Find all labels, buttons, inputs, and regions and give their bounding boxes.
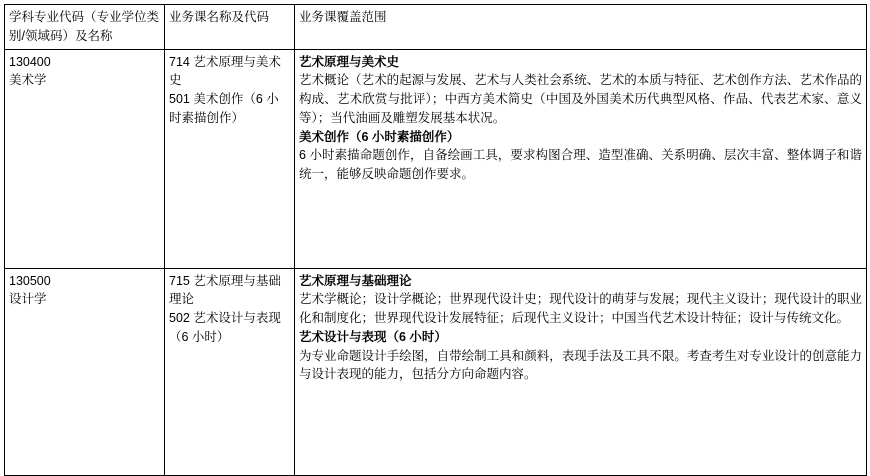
course-item: 714 艺术原理与美术史 <box>169 54 281 88</box>
scope-paragraph: 艺术概论（艺术的起源与发展、艺术与人类社会系统、艺术的本质与特征、艺术创作方法、艺术作品的构成、艺术欣赏与批评）；中西方美术简史（中国及外国美术历代典型风格、作品、代表艺术家、意义等）；当代油画及雕塑发展基本状况。 <box>299 73 862 125</box>
table-header <box>5 5 867 50</box>
discipline-code: 130500 <box>9 273 51 288</box>
table-row <box>5 49 867 268</box>
course-cell <box>165 49 295 268</box>
scope-paragraph: 为专业命题设计手绘图，自带绘制工具和颜料，表现手法及工具不限。考查考生对专业设计的创意能力与设计表现的能力，包括分方向命题内容。 <box>299 348 862 382</box>
discipline-cell <box>5 268 165 475</box>
scope-paragraph: 艺术学概论；设计学概论；世界现代设计史；现代设计的萌芽与发展；现代主义设计；现代设计的职业化和制度化；世界现代设计发展特征；后现代主义设计；中国当代艺术设计特征；设计与传统文化。 <box>299 292 862 325</box>
scope-cell <box>295 268 867 475</box>
course-item: 501 美术创作（6 小时素描创作） <box>169 92 279 125</box>
exam-scope-table <box>4 4 867 476</box>
discipline-name: 美术学 <box>9 73 47 88</box>
scope-heading: 艺术原理与基础理论 <box>299 273 412 288</box>
header-course-name: 业务课名称及代码 <box>165 5 295 50</box>
scope-heading: 艺术原理与美术史 <box>299 54 400 69</box>
scope-heading: 美术创作（6 小时素描创作） <box>299 129 460 144</box>
scope-paragraph: 6 小时素描命题创作，自备绘画工具，要求构图合理、造型准确、关系明确、层次丰富、整体调子和谐统一，能够反映命题创作要求。 <box>299 148 862 181</box>
table-body <box>5 49 867 475</box>
header-discipline-code: 学科专业代码（专业学位类别/领域码）及名称 <box>5 5 165 50</box>
course-item: 715 艺术原理与基础理论 <box>169 273 281 307</box>
scope-cell <box>295 49 867 268</box>
discipline-name: 设计学 <box>9 292 47 307</box>
course-item: 502 艺术设计与表现（6 小时） <box>169 311 281 344</box>
discipline-code: 130400 <box>9 54 51 69</box>
table-header-row <box>5 5 867 50</box>
scope-heading: 艺术设计与表现（6 小时） <box>299 329 447 344</box>
header-course-scope: 业务课覆盖范围 <box>295 5 867 50</box>
table-row <box>5 268 867 475</box>
discipline-cell <box>5 49 165 268</box>
course-cell <box>165 268 295 475</box>
